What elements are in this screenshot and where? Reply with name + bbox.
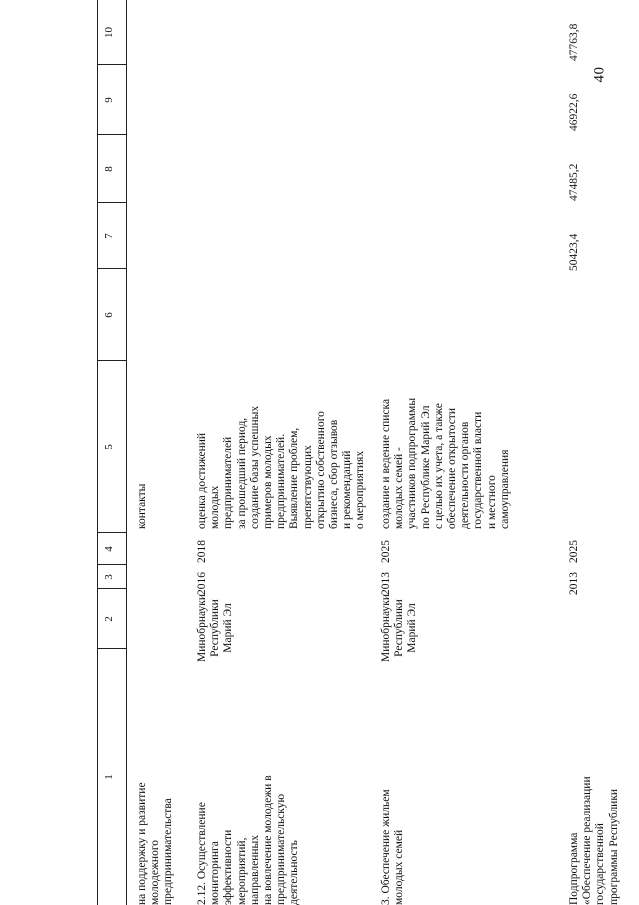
- column-header-5: 5: [103, 444, 115, 450]
- row-4-col-1: Подпрограмма «Обеспечение реализации государственной программы Республики: [568, 776, 620, 905]
- column-header-3: 3: [103, 574, 115, 580]
- row-3-col-2: Минобрнауки Республики Марий Эл: [380, 593, 419, 663]
- header-bottom-border: [126, 0, 127, 905]
- row-4-col-9: 46922,6: [568, 93, 580, 131]
- row-2-col-5: оценка достижений молодых предпринимателей за прошедший период, создание базы успешных примеров молодых предпринимателей. Выявление проблем, препятствующих открытию собственного бизнеса, сбор отзывов и рекомендаций о мероприятиях: [196, 405, 367, 529]
- column-header-10: 10: [103, 27, 115, 38]
- row-2-col-2: Минобрнауки Республики Марий Эл: [196, 593, 235, 663]
- row-4-col-3: 2013: [568, 572, 580, 595]
- header-top-border: [97, 0, 98, 905]
- column-header-2: 2: [103, 616, 115, 622]
- column-header-6: 6: [103, 312, 115, 318]
- row-1-col-1: на поддержку и развитие молодежного предпринимательства: [136, 782, 175, 905]
- row-4-col-4: 2025: [568, 540, 580, 563]
- column-header-1: 1: [103, 774, 115, 780]
- row-2-col-1: 2.12. Осуществление мониторинга эффективности мероприятий, направленных на вовлечение молодежи в предпринимательскую деятельность: [196, 775, 301, 905]
- row-1-col-5: контакты: [136, 483, 148, 529]
- row-4-col-8: 47485,2: [568, 163, 580, 201]
- row-4-col-10: 47763,8: [568, 23, 580, 61]
- row-2-col-4: 2018: [196, 540, 208, 563]
- row-2-col-3: 2016: [196, 572, 208, 595]
- page-number: 40: [591, 66, 608, 83]
- column-header-7: 7: [103, 233, 115, 239]
- row-3-col-1: 3. Обеспечение жильем молодых семей: [380, 789, 406, 905]
- row-3-col-4: 2025: [380, 540, 392, 563]
- row-4-col-7: 50423,4: [568, 233, 580, 271]
- column-header-8: 8: [103, 166, 115, 172]
- row-3-col-3: 2013: [380, 572, 392, 595]
- column-header-9: 9: [103, 97, 115, 103]
- row-3-col-5: создание и ведение списка молодых семей - участников подпрограммы по Республике Марий Эл с целью их учета, а также обеспечение открытости деятельности органов государственной власти и местного самоуправления: [380, 397, 511, 529]
- column-header-4: 4: [103, 546, 115, 552]
